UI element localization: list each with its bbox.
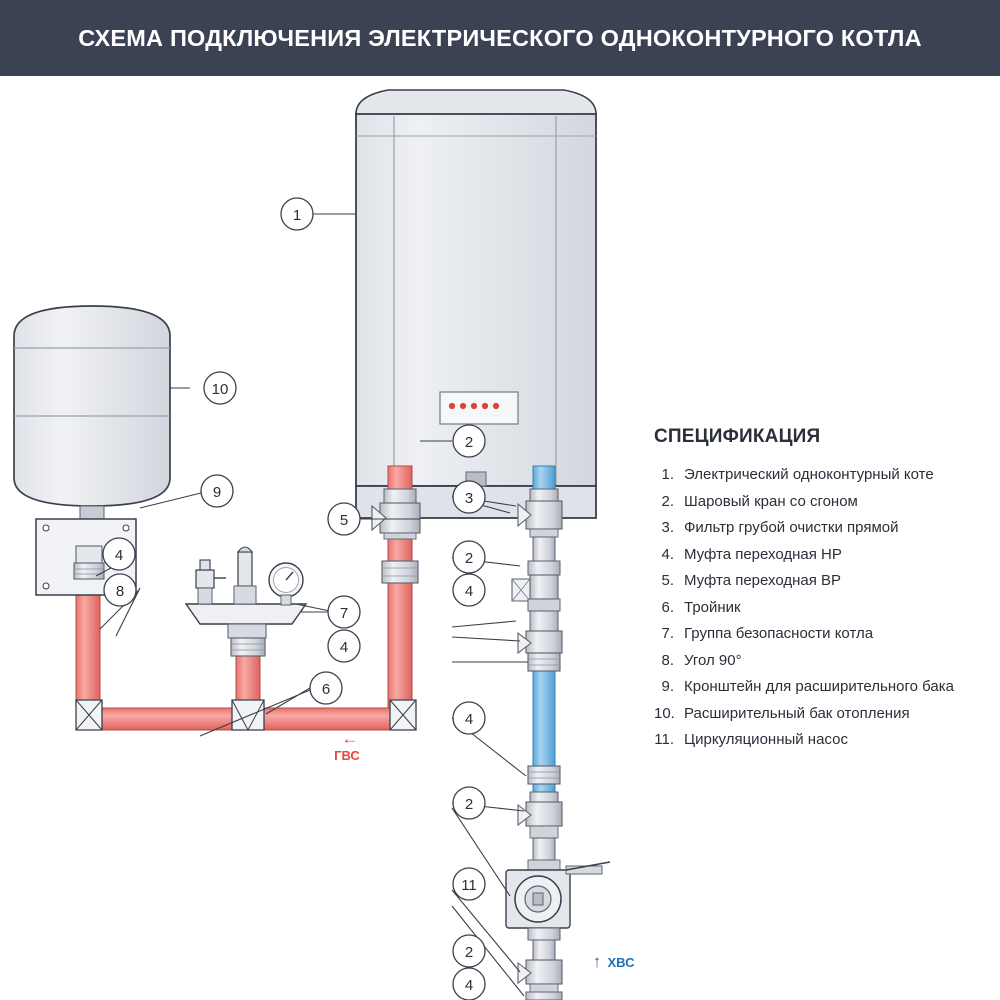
callout-2-bottom-label: 2 <box>464 944 474 961</box>
spec-item-text: Кронштейн для расширительного бака <box>684 678 954 695</box>
spec-item <box>654 466 1000 483</box>
flow-label-hot <box>334 729 360 763</box>
spec-item-number: 8. <box>661 651 674 669</box>
spec-item-number: 5. <box>661 572 674 589</box>
cold-arrow-icon: ↑ <box>592 952 602 971</box>
callout-6-label: 6 <box>321 681 331 698</box>
angle-90-left <box>76 700 102 730</box>
spec-item-text: Циркуляционный насос <box>684 731 848 748</box>
callout-2-low-label: 2 <box>464 796 474 813</box>
spec-item <box>654 731 1000 748</box>
page-header <box>0 0 1000 76</box>
spec-item-number: 10. <box>654 704 675 722</box>
callout-9-label: 9 <box>212 484 222 501</box>
spec-item-text: Электрический одноконтурный коте <box>684 466 934 483</box>
spec-item-number: 11. <box>654 731 674 748</box>
callout-1-label: 1 <box>292 207 302 224</box>
tee-fitting <box>232 700 264 730</box>
expansion-tank <box>14 306 170 520</box>
spec-item <box>654 678 1000 695</box>
spec-item <box>654 519 1000 536</box>
spec-item-text: Расширительный бак отопления <box>684 704 910 722</box>
diagram-canvas <box>0 76 1000 1000</box>
spec-item-text: Фильтр грубой очистки прямой <box>684 519 899 536</box>
spec-item-text: Муфта переходная ВР <box>684 572 842 589</box>
callout-5-label: 5 <box>339 512 349 529</box>
callout-4-mid-label: 4 <box>464 583 474 600</box>
callout-4-center-label: 4 <box>339 639 349 656</box>
callout-4-bottom-label: 4 <box>464 977 474 994</box>
spec-item-number: 1. <box>661 466 674 483</box>
callout-3-label: 3 <box>464 490 474 507</box>
callout-8-label: 8 <box>115 583 125 600</box>
callout-11-label: 11 <box>461 877 477 894</box>
spec-item-text: Муфта переходная НР <box>684 545 842 563</box>
spec-item-number: 6. <box>661 598 674 616</box>
specification-panel <box>654 426 1000 758</box>
spec-item <box>654 572 1000 589</box>
safety-group <box>186 547 306 656</box>
spec-item-number: 7. <box>661 625 674 642</box>
spec-item-text: Тройник <box>684 598 741 616</box>
fitting-bottom-group <box>518 960 562 1000</box>
spec-item <box>654 599 1000 616</box>
specification-title: СПЕЦИФИКАЦИЯ <box>654 426 821 447</box>
spec-item-text: Группа безопасности котла <box>684 625 874 642</box>
flow-label-cold <box>593 952 635 971</box>
callout-2-hot-label: 2 <box>464 434 474 451</box>
callout-4-low-label: 4 <box>464 711 474 728</box>
spec-item-number: 3. <box>661 519 674 536</box>
hot-arrow-icon: ← <box>341 729 359 748</box>
page-title: СХЕМА ПОДКЛЮЧЕНИЯ ЭЛЕКТРИЧЕСКОГО ОДНОКОНТУРНОГО КОТЛА <box>78 24 922 51</box>
callout-10-label: 10 <box>211 381 229 398</box>
callout-4-left-label: 4 <box>114 547 124 564</box>
spec-item <box>654 493 1000 510</box>
spec-item-number: 9. <box>661 678 674 695</box>
spec-item <box>654 625 1000 642</box>
spec-item <box>654 652 1000 669</box>
fitting-adapter-female-5 <box>382 561 418 583</box>
spec-item-number: 4. <box>661 545 674 563</box>
callout-7-label: 7 <box>339 605 349 622</box>
circulation-pump <box>506 862 610 960</box>
spec-item-number: 2. <box>661 492 674 510</box>
cold-water-label: ХВС <box>607 955 635 970</box>
callout-2-mid-label: 2 <box>464 550 474 567</box>
spec-item <box>654 546 1000 563</box>
spec-item-text: Шаровый кран со сгоном <box>684 492 858 510</box>
hot-water-label: ГВС <box>334 748 360 763</box>
spec-item-text: Угол 90° <box>684 651 742 669</box>
angle-90-right <box>390 700 416 730</box>
spec-item <box>654 705 1000 722</box>
